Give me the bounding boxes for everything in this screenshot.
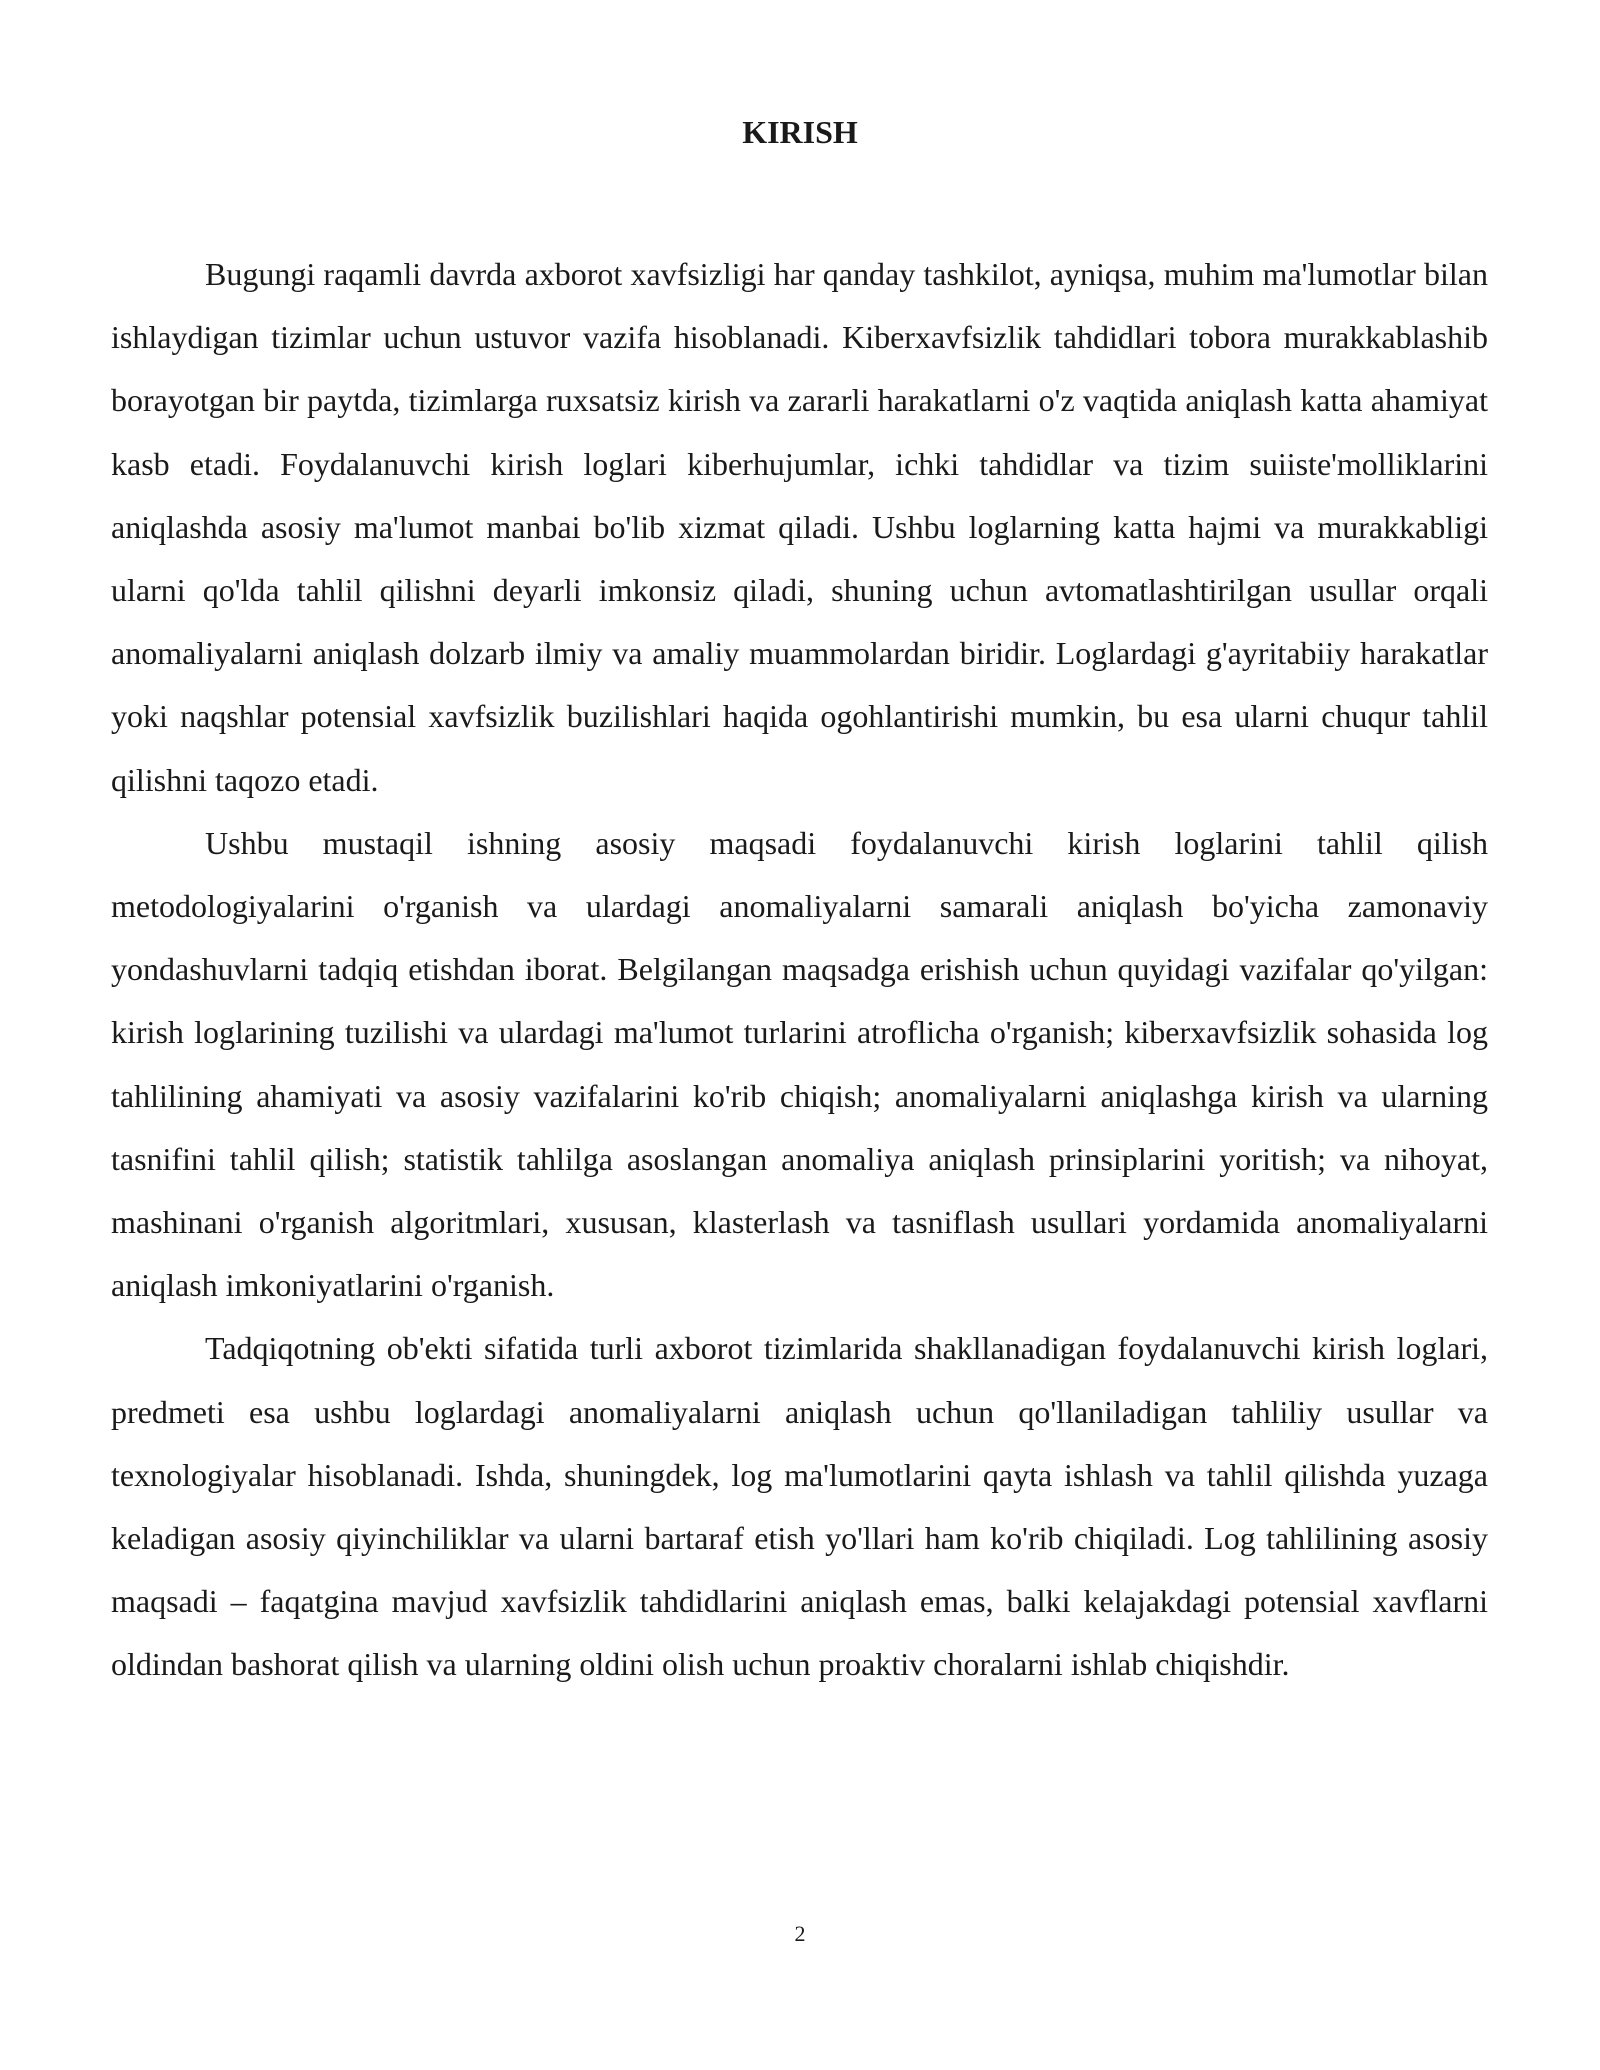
paragraph-3: Tadqiqotning ob'ekti sifatida turli axborot tizimlarida shakllanadigan foydalanuvchi kirish loglari, predmeti esa ushbu loglardagi anomaliyalarni aniqlash uchun qo'llaniladigan tahliliy usullar va texnologiyalar hisoblanadi. Ishda, shuningdek, log ma'lumotlarini qayta ishlash va tahlil qilishda yuzaga keladigan asosiy qiyinchiliklar va ularni bartaraf etish yo'llari ham ko'rib chiqiladi. Log tahlilining asosiy maqsadi – faqatgina mavjud xavfsizlik tahdidlarini aniqlash emas, balki kelajakdagi potensial xavflarni oldindan bashorat qilish va ularning oldini olish uchun proaktiv choralarni ishlab chiqishdir. — [111, 1330, 1488, 1683]
page-title: KIRISH — [742, 114, 858, 150]
paragraph-1: Bugungi raqamli davrda axborot xavfsizligi har qanday tashkilot, ayniqsa, muhim ma'lumotlar bilan ishlaydigan tizimlar uchun ustuvor vazifa hisoblanadi. Kiberxavfsizlik tahdidlari tobora murakkablashib borayotgan bir paytda, tizimlarga ruxsatsiz kirish va zararli harakatlarni o'z vaqtida aniqlash katta ahamiyat kasb etadi. Foydalanuvchi kirish loglari kiberhujumlar, ichki tahdidlar va tizim suiiste'molliklarini aniqlashda asosiy ma'lumot manbai bo'lib xizmat qiladi. Ushbu loglarning katta hajmi va murakkabligi ularni qo'lda tahlil qilishni deyarli imkonsiz qiladi, shuning uchun avtomatlashtirilgan usullar orqali anomaliyalarni aniqlash dolzarb ilmiy va amaliy muammolardan biridir. Loglardagi g'ayritabiiy harakatlar yoki naqshlar potensial xavfsizlik buzilishlari haqida ogohlantirishi mumkin, bu esa ularni chuqur tahlil qilishni taqozo etadi. — [111, 256, 1488, 798]
body-text — [111, 243, 1488, 1697]
page-number: 2 — [794, 1921, 806, 1946]
paragraph-2: Ushbu mustaqil ishning asosiy maqsadi foydalanuvchi kirish loglarini tahlil qilish metodologiyalarini o'rganish va ulardagi anomaliyalarni samarali aniqlash bo'yicha zamonaviy yondashuvlarni tadqiq etishdan iborat. Belgilangan maqsadga erishish uchun quyidagi vazifalar qo'yilgan: kirish loglarining tuzilishi va ulardagi ma'lumot turlarini atroflicha o'rganish; kiberxavfsizlik sohasida log tahlilining ahamiyati va asosiy vazifalarini ko'rib chiqish; anomaliyalarni aniqlashga kirish va ularning tasnifini tahlil qilish; statistik tahlilga asoslangan anomaliya aniqlash prinsiplarini yoritish; va nihoyat, mashinani o'rganish algoritmlari, xususan, klasterlash va tasniflash usullari yordamida anomaliyalarni aniqlash imkoniyatlarini o'rganish. — [111, 824, 1488, 1304]
